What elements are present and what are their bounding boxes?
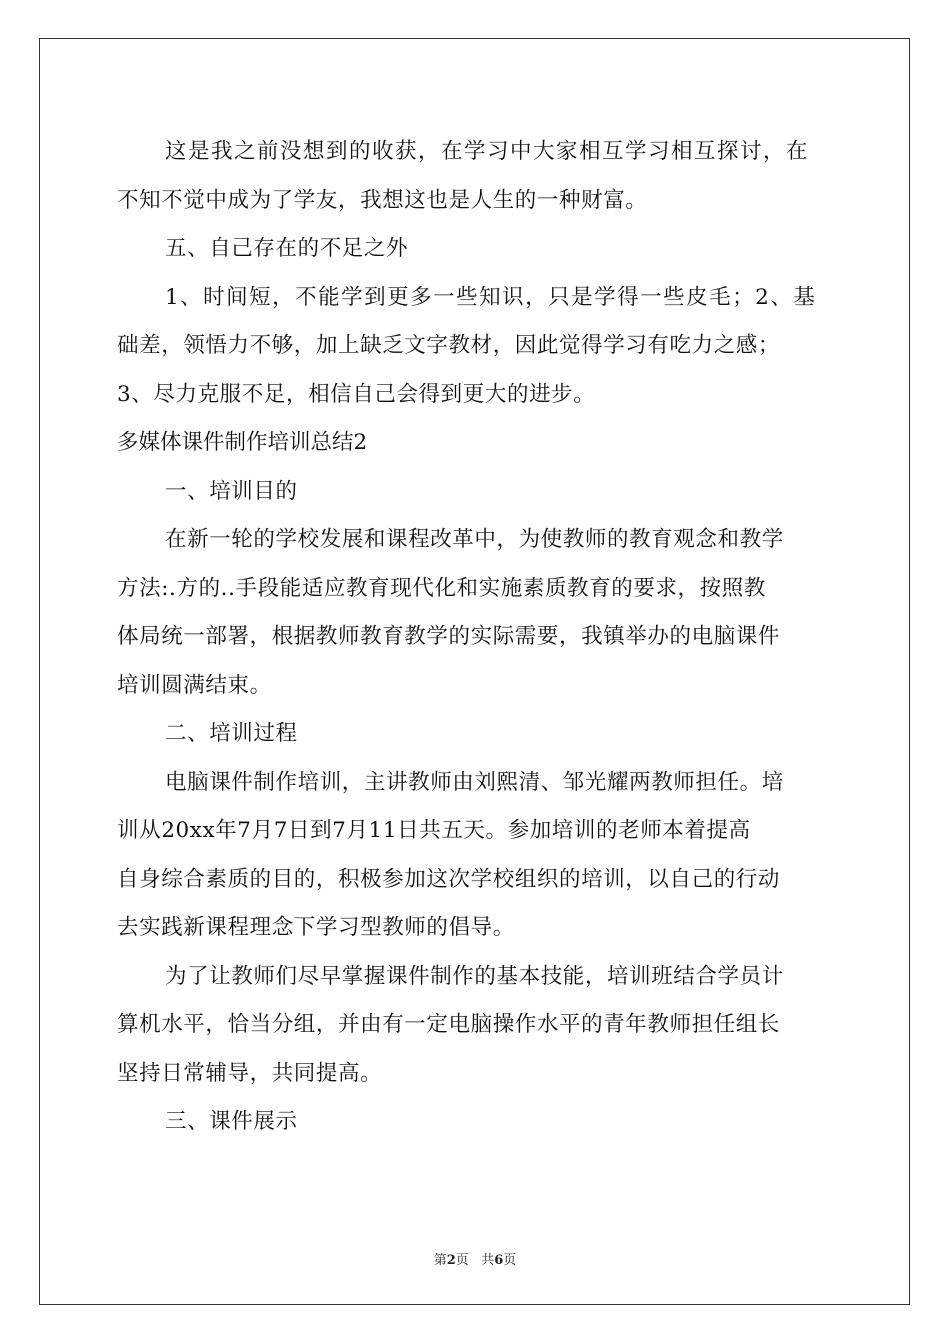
page-number: 2 [446,1253,456,1268]
paragraph-line: 3、尽力克服不足，相信自己会得到更大的进步。 [117,381,596,407]
section-heading: 二、培训过程 [165,721,298,746]
paragraph-line: 在新一轮的学校发展和课程改革中，为使教师的教育观念和教学 [165,527,784,552]
paragraph-line: 电脑课件制作培训，主讲教师由刘熙清、邹光耀两教师担任。培 [165,769,784,795]
paragraph-line: 体局统一部署，根据教师教育教学的实际需要，我镇举办的电脑课件 [117,624,781,649]
page-footer [0,1249,950,1268]
paragraph-line: 自身综合素质的目的，积极参加这次学校组织的培训，以自己的行动 [117,866,781,892]
paragraph-line: 培训圆满结束。 [117,672,272,698]
paragraph-line: 去实践新课程理念下学习型教师的倡导。 [117,915,515,940]
paragraph-line: 算机水平，恰当分组，并由有一定电脑操作水平的青年教师担任组长 [117,1012,781,1037]
paragraph-line: 这是我之前没想到的收获，在学习中大家相互学习相互探讨，在 [165,139,810,164]
paragraph-line: 坚持日常辅导，共同提高。 [117,1060,383,1086]
section-heading: 五、自己存在的不足之外 [165,236,409,261]
document-title: 多媒体课件制作培训总结2 [117,430,368,455]
paragraph-line: 方法:.方的..手段能适应教育现代化和实施素质教育的要求，按照教 [117,575,766,601]
paragraph-line: 不知不觉中成为了学友，我想这也是人生的一种财富。 [117,187,648,213]
paragraph-line: 础差，领悟力不够，加上缺乏文字教材，因此觉得学习有吃力之感； [117,333,781,358]
page-suffix: 页 [455,1253,469,1268]
total-suffix: 页 [503,1253,517,1268]
total-prefix: 共 [481,1253,495,1268]
document-body [117,128,833,1147]
total-pages: 6 [494,1253,504,1268]
section-heading: 三、课件展示 [165,1109,298,1134]
paragraph-line: 训从20xx年7月7日到7月11日共五天。参加培训的老师本着提高 [117,818,751,843]
paragraph-line: 为了让教师们尽早掌握课件制作的基本技能，培训班结合学员计 [165,963,784,989]
page-prefix: 第 [433,1253,447,1268]
paragraph-line: 1、时间短，不能学到更多一些知识，只是学得一些皮毛；2、基 [165,284,817,310]
section-heading: 一、培训目的 [165,478,298,504]
